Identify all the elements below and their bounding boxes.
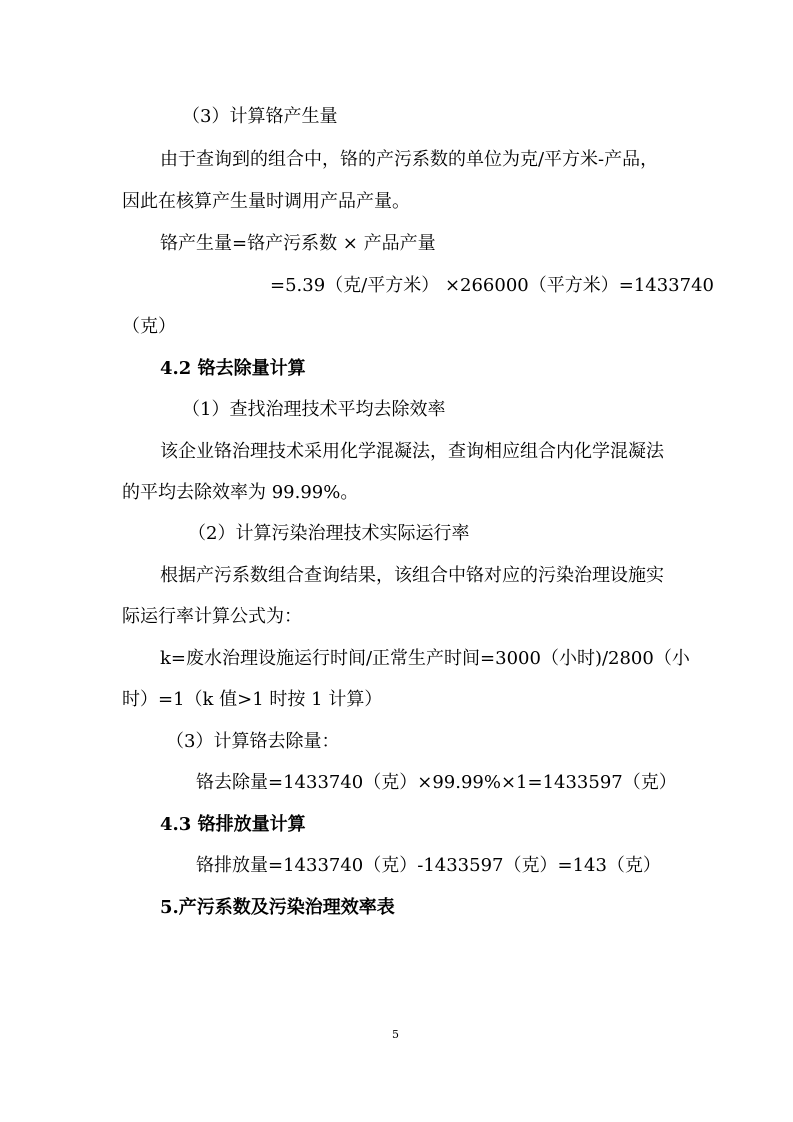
section-heading-4-2: 4.2 铬去除量计算 (160, 358, 306, 379)
formula-line: 铬排放量=1433740（克）-1433597（克）=143（克） (196, 855, 661, 876)
paragraph-line: 因此在核算产生量时调用产品产量。 (122, 191, 410, 212)
formula-unit: （克） (122, 316, 176, 337)
subheading-calc-chromium-removal: （3）计算铬去除量： (166, 731, 340, 752)
formula-line: k=废水治理设施运行时间/正常生产时间=3000（小时)/2800（小 (160, 648, 690, 669)
formula-line: 铬去除量=1433740（克）×99.99%×1=1433597（克） (196, 772, 677, 793)
paragraph-line: 根据产污系数组合查询结果，该组合中铬对应的污染治理设施实 (160, 565, 664, 586)
section-heading-5: 5.产污系数及污染治理效率表 (160, 897, 395, 918)
section-heading-4-3: 4.3 铬排放量计算 (160, 814, 306, 835)
subheading-calc-operation-rate: （2）计算污染治理技术实际运行率 (188, 523, 470, 544)
paragraph-line: 的平均去除效率为 99.99%。 (122, 482, 359, 503)
formula-line: 时）=1（k 值>1 时按 1 计算） (122, 689, 383, 710)
subheading-calc-chromium-generation: （3）计算铬产生量 (182, 106, 338, 127)
formula-line: 铬产生量=铬产污系数 × 产品产量 (160, 233, 436, 254)
page-number: 5 (392, 1028, 399, 1041)
paragraph-line: 该企业铬治理技术采用化学混凝法，查询相应组合内化学混凝法 (160, 441, 664, 462)
paragraph-line: 际运行率计算公式为： (122, 606, 302, 627)
subheading-find-removal-efficiency: （1）查找治理技术平均去除效率 (182, 399, 446, 420)
paragraph-line: 由于查询到的组合中，铬的产污系数的单位为克/平方米-产品， (160, 149, 659, 170)
formula-line: =5.39（克/平方米） ×266000（平方米）=1433740 (270, 275, 714, 296)
